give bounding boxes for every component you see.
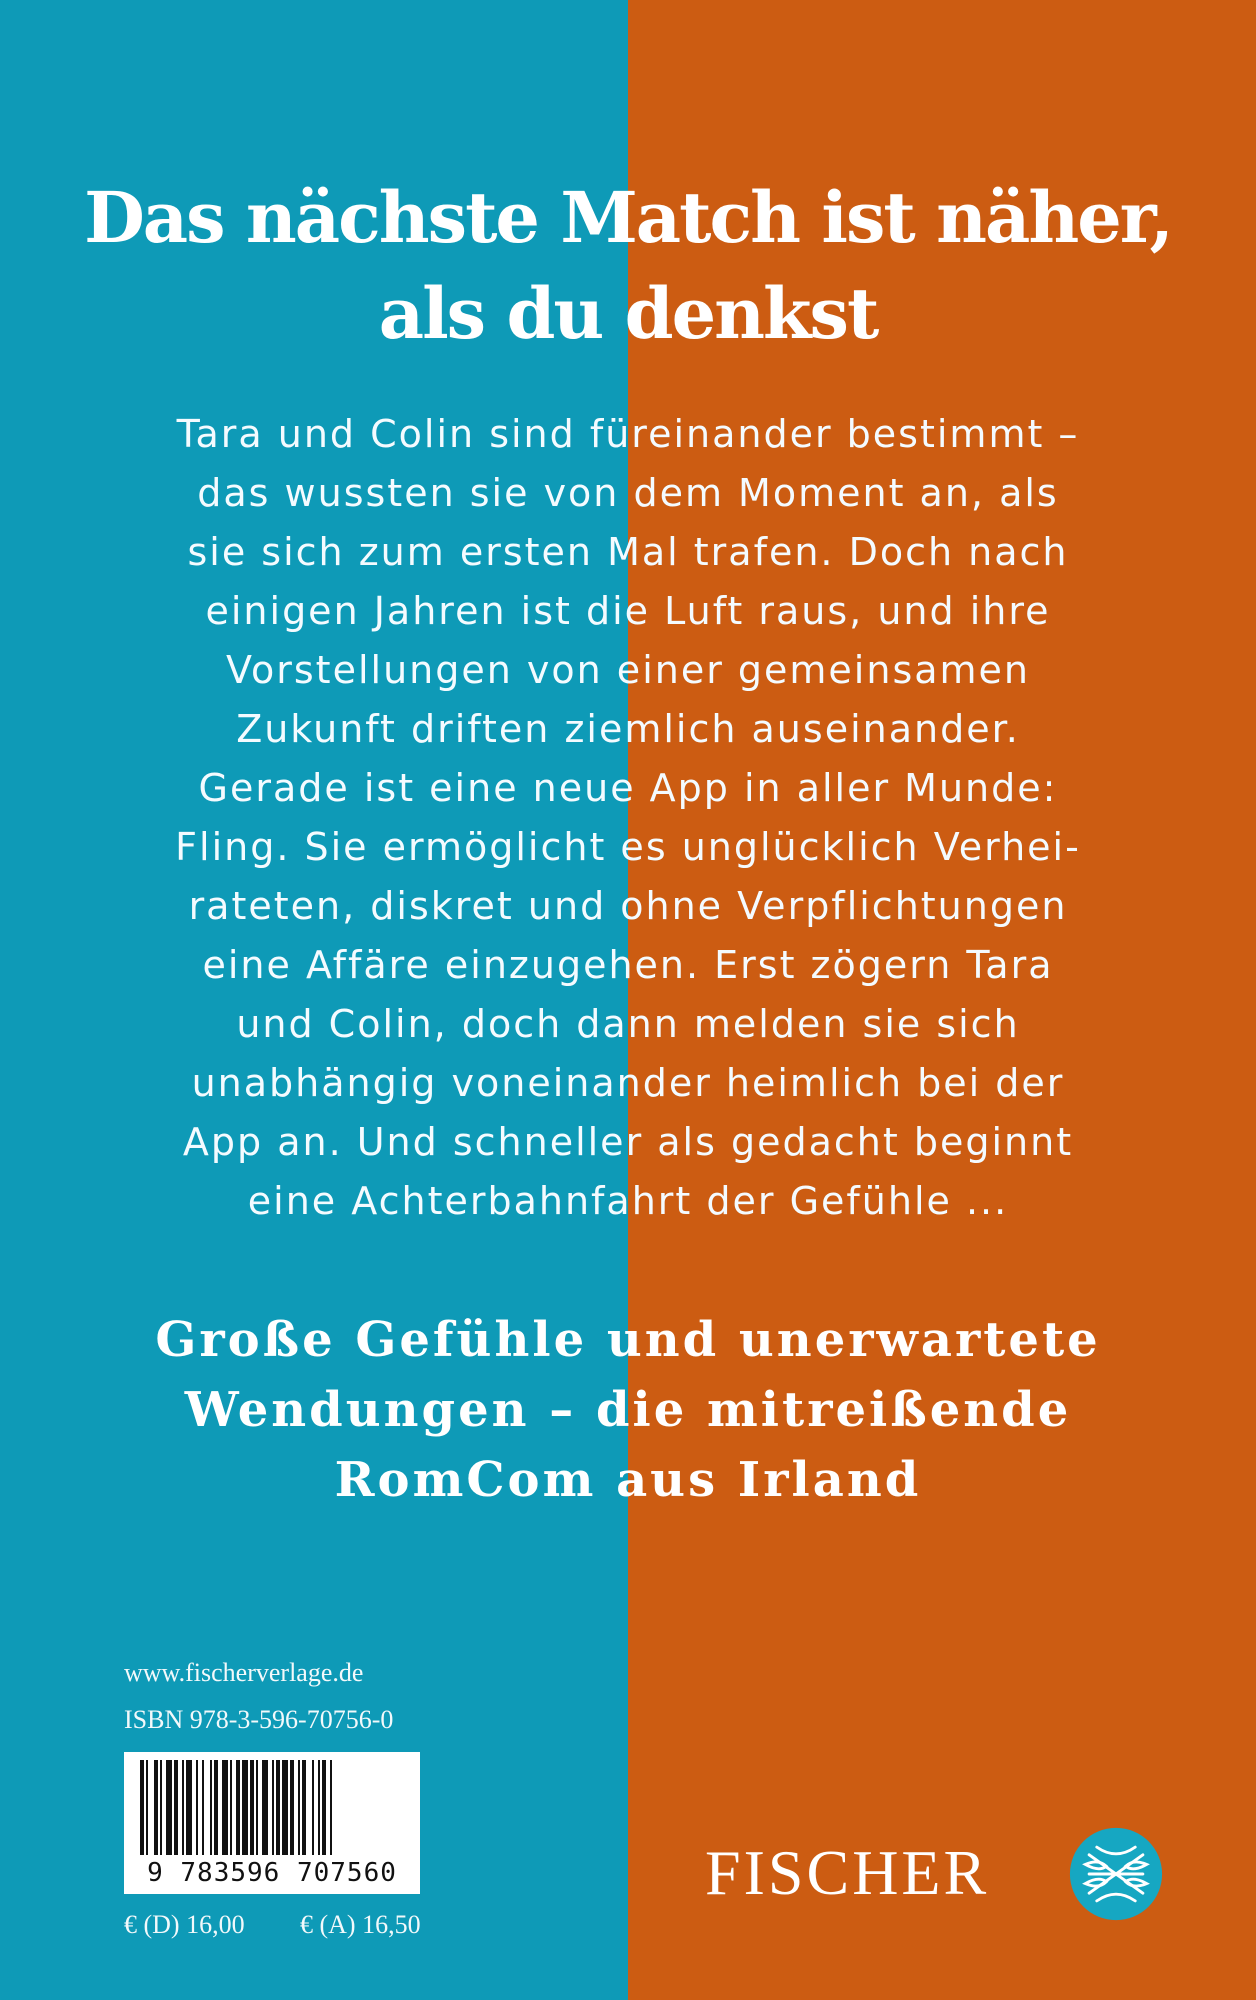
blurb-line: Vorstellungen von einer gemeinsamen (225, 648, 1031, 692)
headline-line-2: als du denkst (378, 272, 878, 355)
blurb-line: und Colin, doch dann melden sie sich (236, 1002, 1020, 1046)
tagline (60, 1305, 1196, 1515)
barcode-bar (282, 1760, 288, 1856)
barcode-bar (196, 1760, 198, 1856)
price-germany: € (D) 16,00 (124, 1910, 245, 1939)
barcode-bar (302, 1760, 306, 1856)
publisher-name: FISCHER (705, 1837, 990, 1908)
barcode-bar (322, 1760, 326, 1856)
barcode-bar (210, 1760, 212, 1856)
blurb-line: Tara und Colin sind füreinander bestimmt – (176, 412, 1080, 456)
barcode-bar (312, 1760, 314, 1856)
blurb-line: Fling. Sie ermöglicht es unglücklich Verhei- (175, 825, 1081, 869)
barcode-bar (250, 1760, 254, 1856)
blurb-line: rateten, diskret und ohne Verpflichtungen (188, 884, 1068, 928)
blurb-line: das wussten sie von dem Moment an, als (197, 471, 1059, 515)
blurb-line: sie sich zum ersten Mal trafen. Doch nach (187, 530, 1069, 574)
price-austria: € (A) 16,50 (300, 1910, 421, 1939)
barcode-bar (276, 1760, 280, 1856)
blurb-line: einigen Jahren ist die Luft raus, und ihre (205, 589, 1051, 633)
blurb-line: eine Affäre einzugehen. Erst zögern Tara (202, 943, 1054, 987)
fish-circle-logo-icon (1068, 1826, 1164, 1922)
barcode-bar (214, 1760, 218, 1856)
barcode-bars (124, 1752, 420, 1862)
blurb-line: Zukunft driften ziemlich auseinander. (236, 707, 1020, 751)
blurb-text (120, 405, 1136, 1231)
barcode-bar (242, 1760, 248, 1856)
barcode-bar (186, 1760, 192, 1856)
barcode (124, 1752, 420, 1894)
tagline-line: RomCom aus Irland (334, 1452, 922, 1508)
barcode-bar (166, 1760, 172, 1856)
barcode-bar (154, 1760, 158, 1856)
blurb-line: Gerade ist eine neue App in aller Munde: (198, 766, 1058, 810)
barcode-bar (318, 1760, 320, 1856)
barcode-bar (182, 1760, 184, 1856)
barcode-bar (256, 1760, 258, 1856)
barcode-digits: 9 783596 707560 (124, 1855, 420, 1891)
barcode-bar (330, 1760, 332, 1856)
blurb-line: App an. Und schneller als gedacht beginnt (182, 1120, 1074, 1164)
barcode-bar (174, 1760, 178, 1856)
barcode-bar (262, 1760, 268, 1856)
barcode-bar (298, 1760, 300, 1856)
headline (60, 170, 1196, 362)
barcode-bar (222, 1760, 228, 1856)
headline-line-1: Das nächste Match ist näher, (84, 176, 1172, 259)
tagline-line: Wendungen – die mitreißende (184, 1382, 1072, 1438)
barcode-bar (230, 1760, 232, 1856)
blurb-line: eine Achterbahnfahrt der Gefühle ... (247, 1179, 1009, 1223)
barcode-bar (202, 1760, 204, 1856)
barcode-bar (140, 1760, 144, 1856)
tagline-line: Große Gefühle und unerwartete (155, 1312, 1101, 1368)
barcode-bar (290, 1760, 294, 1856)
barcode-bar (160, 1760, 162, 1856)
barcode-bar (146, 1760, 148, 1856)
publisher-url: www.fischerverlage.de (124, 1658, 364, 1687)
isbn-number: ISBN 978-3-596-70756-0 (124, 1705, 394, 1734)
barcode-bar (236, 1760, 240, 1856)
blurb-line: unabhängig voneinander heimlich bei der (191, 1061, 1065, 1105)
barcode-bar (272, 1760, 274, 1856)
